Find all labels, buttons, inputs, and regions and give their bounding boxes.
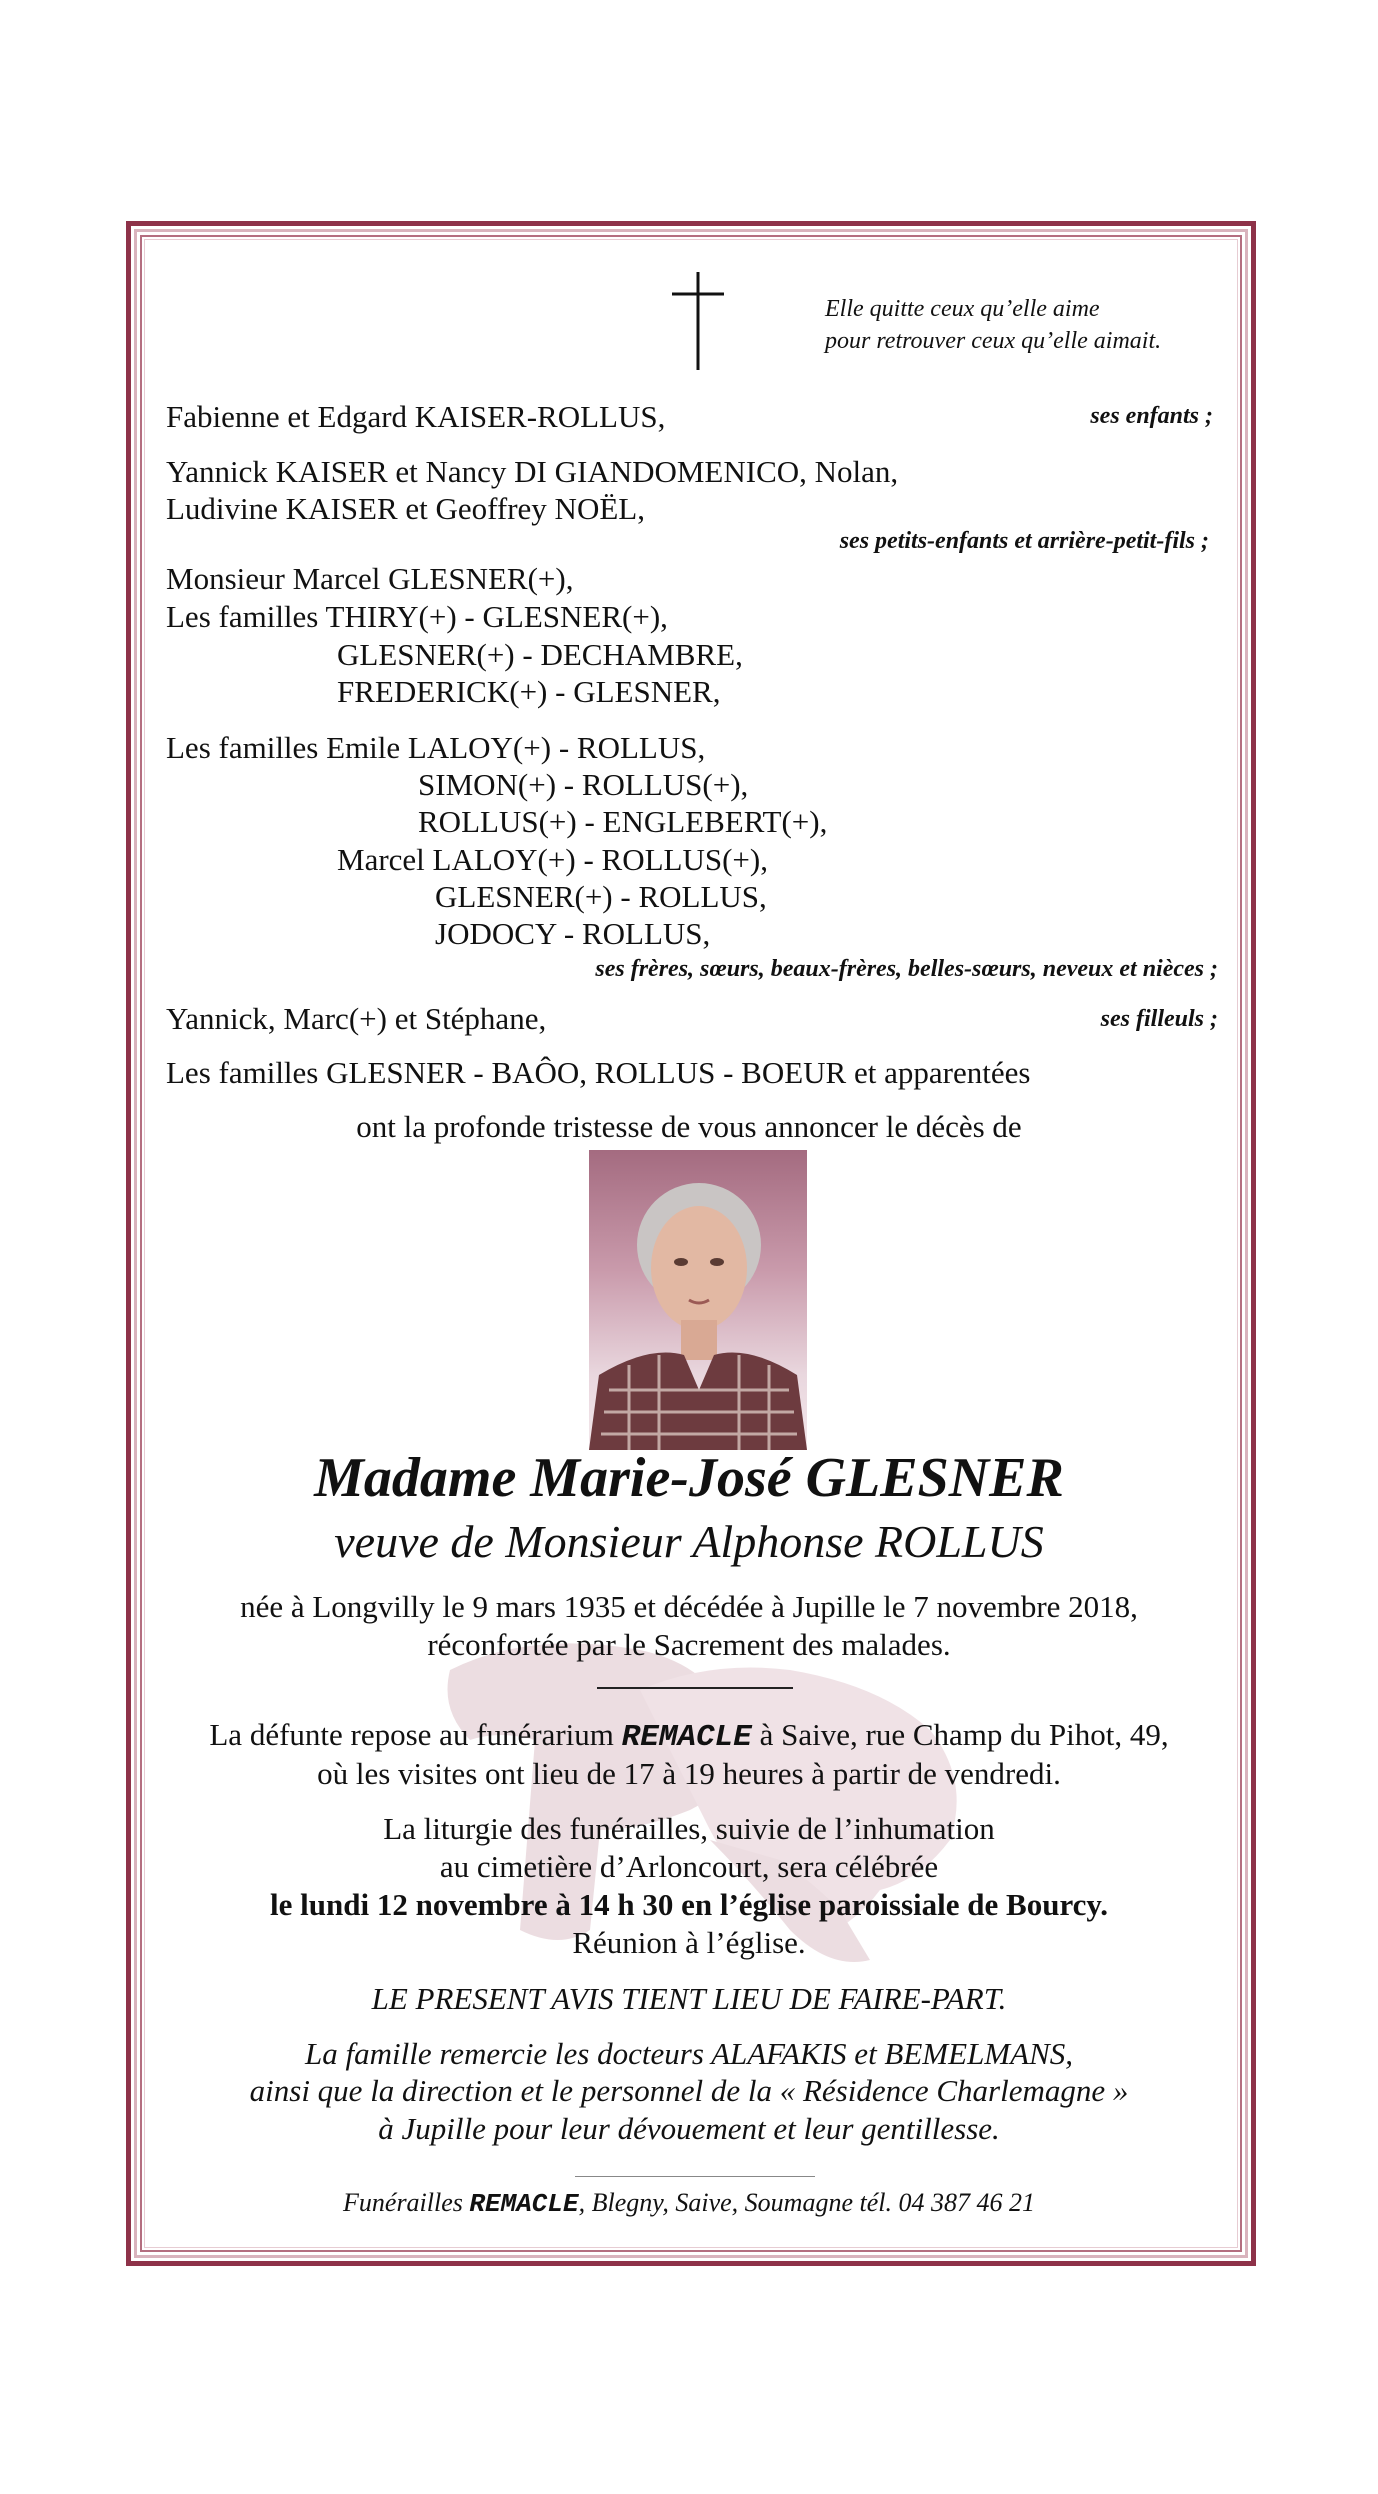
announcement: ont la profonde tristesse de vous annoncer le décès de <box>356 1109 1022 1144</box>
siblings-line: Les familles THIRY(+) - GLESNER(+), <box>166 599 668 634</box>
visits-line <box>0 1716 1378 1757</box>
divider <box>597 1687 793 1689</box>
visits-pre: La défunte repose au funérarium <box>209 1717 622 1752</box>
epitaph-line: Elle quitte ceux qu’elle aime <box>825 296 1100 322</box>
children-role: ses enfants ; <box>1090 403 1213 429</box>
godchildren-names: Yannick, Marc(+) et Stéphane, <box>166 1001 547 1036</box>
siblings-line: Les familles Emile LALOY(+) - ROLLUS, <box>166 730 706 765</box>
ceremony-date: le lundi 12 novembre à 14 h 30 en l’église paroissiale de Bourcy. <box>270 1887 1108 1922</box>
ceremony-line: La liturgie des funérailles, suivie de l’inhumation <box>383 1811 995 1846</box>
thanks-line: à Jupille pour leur dévouement et leur gentillesse. <box>378 2111 1000 2146</box>
siblings-line: JODOCY - ROLLUS, <box>435 916 711 951</box>
thanks-line: La famille remercie les docteurs ALAFAKIS et BEMELMANS, <box>304 2036 1073 2071</box>
deceased-widow-of: veuve de Monsieur Alphonse ROLLUS <box>334 1516 1044 1567</box>
sacrament-line: réconfortée par le Sacrement des malades. <box>427 1627 951 1662</box>
siblings-role: ses frères, sœurs, beaux-frères, belles-sœurs, neveux et nièces ; <box>595 956 1218 982</box>
grandchildren-line: Ludivine KAISER et Geoffrey NOËL, <box>166 491 645 526</box>
epitaph-line: pour retrouver ceux qu’elle aimait. <box>825 328 1162 354</box>
siblings-line: GLESNER(+) - DECHAMBRE, <box>337 637 743 672</box>
latin-cross-icon <box>672 272 724 370</box>
footer-pre: Funérailles <box>343 2188 470 2217</box>
deceased-name: Madame Marie-José GLESNER <box>314 1447 1064 1509</box>
epitaph <box>825 293 1161 357</box>
godchildren-role: ses filleuls ; <box>1100 1006 1218 1032</box>
other-families: Les familles GLESNER - BAÔO, ROLLUS - BOEUR et apparentées <box>166 1055 1031 1090</box>
visits-hours: où les visites ont lieu de 17 à 19 heures à partir de vendredi. <box>317 1756 1061 1791</box>
portrait-photo <box>589 1150 807 1450</box>
remacle-brand: REMACLE <box>621 1720 752 1755</box>
thanks-line: ainsi que la direction et le personnel de la « Résidence Charlemagne » <box>249 2073 1129 2108</box>
children-names: Fabienne et Edgard KAISER-ROLLUS, <box>166 399 666 434</box>
siblings-line: GLESNER(+) - ROLLUS, <box>435 879 767 914</box>
visits-post: à Saive, rue Champ du Pihot, 49, <box>751 1717 1169 1752</box>
ceremony-meeting: Réunion à l’église. <box>572 1925 806 1960</box>
siblings-line: SIMON(+) - ROLLUS(+), <box>418 767 749 802</box>
grandchildren-role: ses petits-enfants et arrière-petit-fils ; <box>839 528 1209 554</box>
grandchildren-line: Yannick KAISER et Nancy DI GIANDOMENICO, Nolan, <box>166 454 899 489</box>
notice: LE PRESENT AVIS TIENT LIEU DE FAIRE-PART. <box>371 1981 1007 2016</box>
footer <box>0 2186 1378 2221</box>
portrait-illustration <box>589 1150 807 1450</box>
birth-death-line: née à Longvilly le 9 mars 1935 et décédée à Jupille le 7 novembre 2018, <box>240 1589 1138 1624</box>
footer-divider <box>575 2176 815 2177</box>
siblings-line: Monsieur Marcel GLESNER(+), <box>166 561 574 596</box>
siblings-line: Marcel LALOY(+) - ROLLUS(+), <box>337 842 768 877</box>
ceremony-line: au cimetière d’Arloncourt, sera célébrée <box>439 1849 939 1884</box>
siblings-line: FREDERICK(+) - GLESNER, <box>337 674 721 709</box>
footer-post: , Blegny, Saive, Soumagne tél. 04 387 46 21 <box>578 2188 1035 2217</box>
siblings-line: ROLLUS(+) - ENGLEBERT(+), <box>418 804 828 839</box>
footer-brand: REMACLE <box>469 2189 579 2219</box>
